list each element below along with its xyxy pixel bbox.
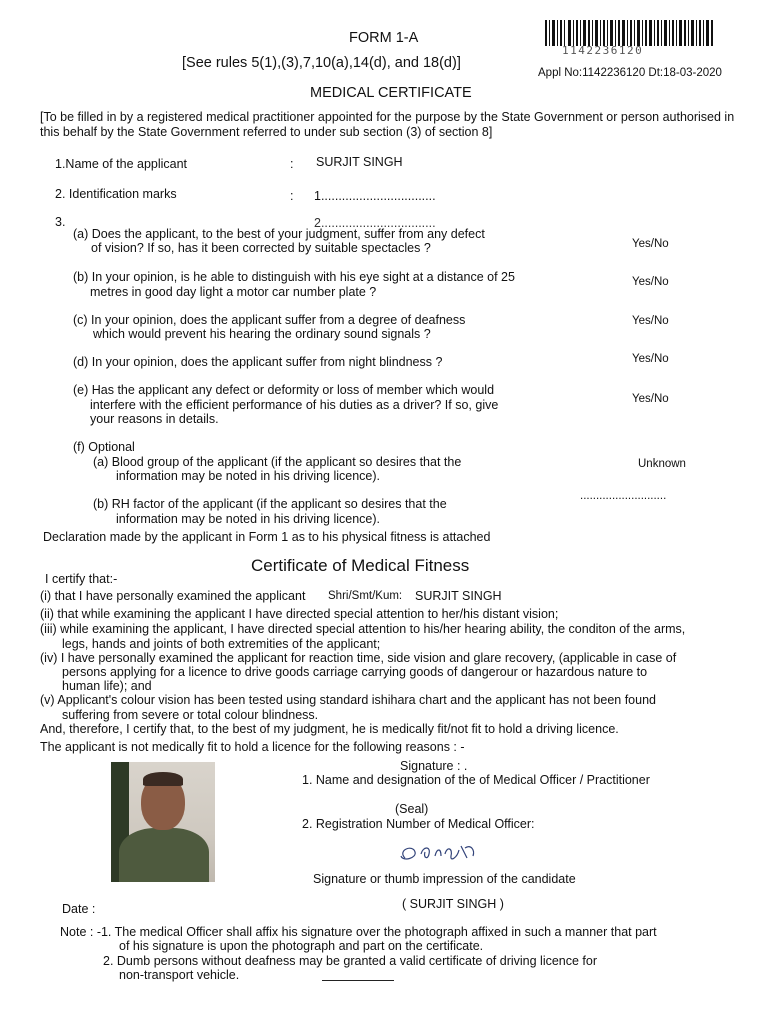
question-fa: (a) Blood group of the applicant (if the applicant so desires that the — [93, 455, 462, 469]
question-a-cont: of vision? If so, has it been corrected by suitable spectacles ? — [91, 241, 431, 255]
date-label: Date : — [62, 902, 96, 916]
clause-i: (i) that I have personally examined the applicant — [40, 589, 306, 603]
question-f: (f) Optional — [73, 440, 135, 454]
barcode-number: 1142236120 — [562, 44, 644, 57]
seal-label: (Seal) — [395, 802, 429, 816]
fitness-conclusion: And, therefore, I certify that, to the best of my judgment, he is medically fit/not fit to hold a driving licence. — [40, 722, 619, 736]
question-d-answer: Yes/No — [632, 353, 669, 365]
question-fb: (b) RH factor of the applicant (if the applicant so desires that the — [93, 497, 447, 511]
clause-iii-cont: legs, hands and joints of both extremities of the applicant; — [62, 637, 381, 651]
identification-mark-1: 1................................. — [314, 189, 436, 203]
clause-v: (v) Applicant's colour vision has been tested using standard ishihara chart and the applicant has not been found — [40, 693, 656, 707]
form-title: FORM 1-A — [349, 30, 419, 46]
question-e-answer: Yes/No — [632, 393, 669, 405]
clause-v-cont: suffering from severe or total colour blindness. — [62, 708, 319, 722]
clause-iii: (iii) while examining the applicant, I have directed special attention to his/her hearing ability, the conditon of the arms, — [40, 622, 686, 636]
signature-label: Signature : . — [400, 759, 468, 773]
question-e-cont: interfere with the efficient performance of his duties as a driver? If so, give — [90, 398, 499, 412]
candidate-name: ( SURJIT SINGH ) — [402, 897, 504, 911]
application-number: Appl No:1142236120 Dt:18-03-2020 — [538, 67, 722, 79]
applicant-photo — [111, 762, 215, 882]
clause-i-prefix: Shri/Smt/Kum: — [328, 590, 403, 602]
rules-reference: [See rules 5(1),(3),7,10(a),14(d), and 18(d)] — [182, 55, 461, 71]
clause-iv: (iv) I have personally examined the applicant for reaction time, side vision and glare recovery, (applicable in case of — [40, 651, 677, 665]
name-value: SURJIT SINGH — [316, 155, 403, 169]
fitness-title: Certificate of Medical Fitness — [251, 556, 470, 575]
footer-underline — [322, 980, 394, 981]
certify-intro: I certify that:- — [45, 572, 118, 586]
name-colon: : — [290, 157, 294, 171]
barcode — [545, 20, 713, 46]
not-fit-reasons: The applicant is not medically fit to hold a licence for the following reasons : - — [40, 740, 465, 754]
intro-text: [To be filled in by a registered medical practitioner appointed for the purpose by the State Government or person authorised in this behalf by the State Government referred to under sub section (3) of section 8] — [40, 110, 735, 139]
candidate-signature — [395, 836, 485, 866]
clause-iv-cont: persons applying for a licence to drive goods carriage carrying goods of dangerour or hazardous nature to — [62, 665, 648, 679]
rh-factor-answer: ........................... — [580, 490, 667, 502]
certificate-title: MEDICAL CERTIFICATE — [310, 85, 472, 101]
question-fb-cont: information may be noted in his driving licence). — [116, 512, 381, 526]
question-3-label: 3. — [55, 215, 66, 229]
question-a-answer: Yes/No — [632, 238, 669, 250]
officer-designation: 1. Name and designation of the of Medical Officer / Practitioner — [302, 773, 650, 787]
declaration-text: Declaration made by the applicant in Form 1 as to his physical fitness is attached — [43, 530, 491, 544]
note-1-cont: of his signature is upon the photograph and part on the certificate. — [119, 939, 484, 953]
question-c-answer: Yes/No — [632, 315, 669, 327]
name-label: 1.Name of the applicant — [55, 157, 188, 171]
question-e-cont-2: your reasons in details. — [90, 412, 219, 426]
blood-group-answer: Unknown — [638, 458, 686, 470]
identification-label: 2. Identification marks — [55, 187, 177, 201]
question-b-answer: Yes/No — [632, 276, 669, 288]
clause-iv-cont-2: human life); and — [62, 679, 152, 693]
note-2: 2. Dumb persons without deafness may be granted a valid certificate of driving licence for — [103, 954, 598, 968]
clause-i-name: SURJIT SINGH — [415, 589, 502, 603]
question-fa-cont: information may be noted in his driving licence). — [116, 469, 381, 483]
question-c: (c) In your opinion, does the applicant suffer from a degree of deafness — [73, 313, 466, 327]
clause-ii: (ii) that while examining the applicant I have directed special attention to her/his distant vision; — [40, 607, 559, 621]
question-e: (e) Has the applicant any defect or deformity or loss of member which would — [73, 383, 495, 397]
identification-colon: : — [290, 189, 294, 203]
registration-number-label: 2. Registration Number of Medical Officer: — [302, 817, 535, 831]
note-1: Note : -1. The medical Officer shall affix his signature over the photograph affixed in such a manner that part — [60, 925, 657, 939]
identification-mark-2: 2................................. — [314, 216, 436, 230]
question-a: (a) Does the applicant, to the best of your judgment, suffer from any defect — [73, 227, 485, 241]
question-b: (b) In your opinion, is he able to distinguish with his eye sight at a distance of 25 — [73, 270, 515, 284]
candidate-signature-label: Signature or thumb impression of the candidate — [313, 872, 576, 886]
note-2-cont: non-transport vehicle. — [119, 968, 240, 982]
question-d: (d) In your opinion, does the applicant suffer from night blindness ? — [73, 355, 443, 369]
question-c-cont: which would prevent his hearing the ordinary sound signals ? — [93, 327, 431, 341]
question-b-cont: metres in good day light a motor car number plate ? — [90, 285, 377, 299]
